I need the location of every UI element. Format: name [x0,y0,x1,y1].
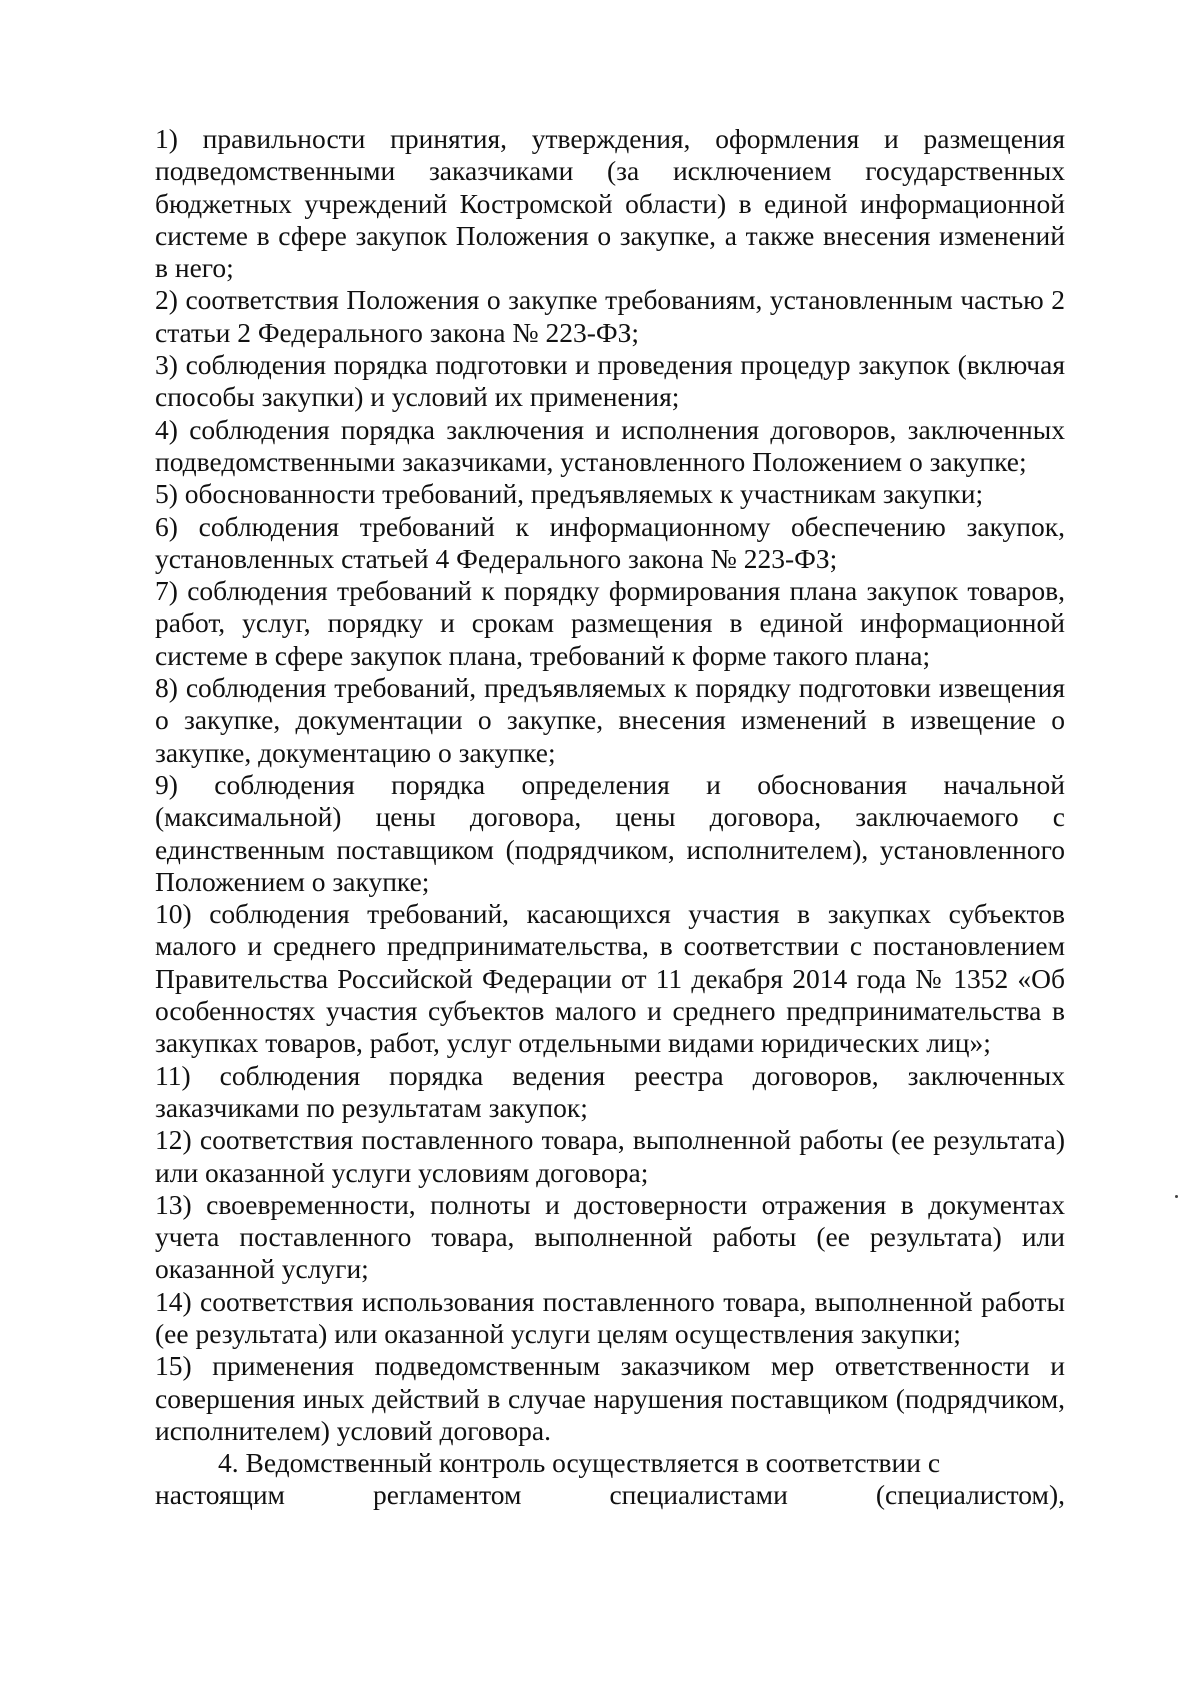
paragraph-4-second-line [155,1479,1065,1511]
list-item-1: 1) правильности принятия, утверждения, оформления и размещения подведомственными заказчиками (за исключением государственных бюджетных учреждений Костромской области) в единой информационной системе в сфере закупок Положения о закупке, а также внесения изменений в него; [155,123,1065,284]
list-item-4: 4) соблюдения порядка заключения и исполнения договоров, заключенных подведомственными заказчиками, установленного Положением о закупке; [155,413,1065,477]
list-item-3: 3) соблюдения порядка подготовки и проведения процедур закупок (включая способы закупки) и условий их применения; [155,349,1065,413]
list-item-12: 12) соответствия поставленного товара, выполненной работы (ее результата) или оказанной услуги условиям договора; [155,1124,1065,1188]
list-item-13: 13) своевременности, полноты и достоверности отражения в документах учета поставленного товара, выполненной работы (ее результата) или оказанной услуги; [155,1188,1065,1285]
word-3: специалистами [609,1479,788,1511]
word-1: настоящим [155,1479,285,1511]
list-item-5: 5) обоснованности требований, предъявляемых к участникам закупки; [155,478,984,510]
list-item-15: 15) применения подведомственным заказчиком мер ответственности и совершения иных действий в случае нарушения поставщиком (подрядчиком, исполнителем) условий договора. [155,1350,1065,1446]
list-item-7: 7) соблюдения требований к порядку формирования плана закупок товаров, работ, услуг, порядку и срокам размещения в единой информационной системе в сфере закупок плана, требований к форме такого плана; [155,575,1065,671]
word-2: регламентом [373,1479,522,1511]
list-item-14: 14) соответствия использования поставленного товара, выполненной работы (ее результата) или оказанной услуги целям осуществления закупки; [155,1285,1065,1349]
word-4: (специалистом), [875,1479,1065,1511]
list-item-2: 2) соответствия Положения о закупке требованиям, установленным частью 2 статьи 2 Федерального закона № 223-ФЗ; [155,284,1065,348]
list-item-11: 11) соблюдения порядка ведения реестра договоров, заключенных заказчиками по результатам закупок; [155,1059,1065,1123]
list-item-10: 10) соблюдения требований, касающихся участия в закупках субъектов малого и среднего предпринимательства, в соответствии с постановлением Правительства Российской Федерации от 11 декабря 2014 года № 1352 «Об особенностях участия субъектов малого и среднего предпринимательства в закупках товаров, работ, услуг отдельными видами юридических лиц»; [155,898,1065,1059]
document-body [155,123,1065,1512]
paragraph-4-first-line: 4. Ведомственный контроль осуществляется в соответствии с [218,1447,941,1479]
list-item-6: 6) соблюдения требований к информационному обеспечению закупок, установленных статьей 4 Федерального закона № 223-ФЗ; [155,510,1065,574]
scan-speck [1175,1195,1178,1198]
list-item-8: 8) соблюдения требований, предъявляемых к порядку подготовки извещения о закупке, документации о закупке, внесения изменений в извещение о закупке, документацию о закупке; [155,672,1065,768]
list-item-9: 9) соблюдения порядка определения и обоснования начальной (максимальной) цены договора, цены договора, заключаемого с единственным поставщиком (подрядчиком, исполнителем), установленного Положением о закупке; [155,768,1065,897]
